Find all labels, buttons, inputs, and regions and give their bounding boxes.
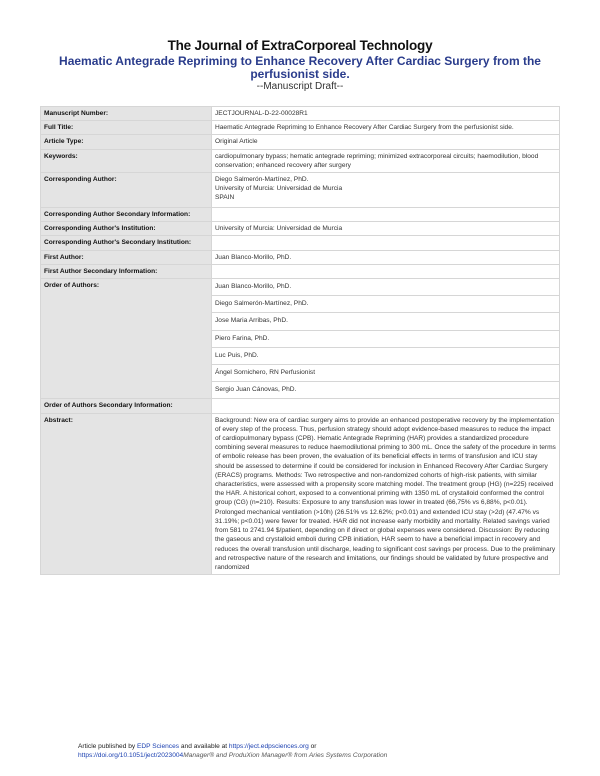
row-article-type: [41, 135, 560, 149]
value-corresponding-author: [212, 173, 560, 208]
value-corr-author-secondary: [212, 208, 560, 222]
doi-link[interactable]: https://doi.org/10.1051/ject/2023004: [78, 752, 184, 759]
label-keywords: Keywords:: [41, 149, 212, 172]
value-order-of-authors-secondary: [212, 399, 560, 413]
value-keywords: cardiopulmonary bypass; hematic antegrade repriming; minimized extracorporeal circuits; haemodilution, blood conservation; enhanced recovery after surgery: [212, 149, 560, 172]
publisher-link[interactable]: EDP Sciences: [137, 743, 180, 750]
label-manuscript-number: Manuscript Number:: [41, 107, 212, 121]
value-full-title: Haematic Antegrade Repriming to Enhance Recovery After Cardiac Surgery from the perfusionist side.: [212, 121, 560, 135]
label-corr-author-institution: Corresponding Author's Institution:: [41, 222, 212, 236]
footer-available-at: and available at: [179, 743, 229, 750]
footer-overprint: Manager® and ProduXion Manager® from Aries Systems Corporation: [183, 752, 388, 759]
label-first-author: First Author:: [41, 250, 212, 264]
value-abstract: Background: New era of cardiac surgery aims to provide an enhanced postoperative recovery by the implementation of every step of the process. Thus, perfusion strategy should adopt evidence-based measures to reduce the impact of cardiopulmonary bypass (CPB). Hematic Antegrade Repriming (HAR) provides a standardized procedure combining several measures to reduce haemodilutional priming to 300 mL. Once the safety of the procedure in terms of embolic release has been proven, the evaluation of its beneficial effects in terms of transfusion and ICU stay should be assessed to determine if could be considered for inclusion in Enhanced Recovery After Cardiac Surgery (ERACS) programs. Methods: Two retrospective and non-randomized cohorts of high-risk patients, with similar characteristics, were assessed with a propensity score matching model. The treatment group (HG) (n=225) received the HAR. A historical cohort, exposed to a conventional priming with 1350 mL of crystalloid conformed the control group (CG) (n=210). Results: Exposure to any transfusion was lower in treated (66,75% vs 6,88%, p<0.01). Prolonged mechanical ventilation (>10h) (26.51% vs 12.62%; p<0.01) and extended ICU stay (>2d) (47.47% vs 31.19%; p<0.01) were fewer for treated. HAR did not increase early morbidity and mortality. Related savings varied from 581 to 2741.94 $/patient, depending on if direct or global expenses were considered. Discussion: By reducing the gaseous and crystalloid emboli during CPB initiation, HAR seem to have a beneficial impact in recovery and reduces the overall transfusion until discharge, leading to significant cost savings per process. Due to the preliminary and retrospective nature of the research and limitations, our findings should be validated by future prospective and randomized: [212, 413, 560, 574]
author-entry: Luc Puis, PhD.: [212, 347, 560, 364]
corresponding-author-name: Diego Salmerón-Martínez, PhD.: [215, 176, 309, 184]
author-entry: Sergio Juan Cánovas, PhD.: [212, 382, 560, 399]
author-entry: Piero Farina, PhD.: [212, 330, 560, 347]
label-first-author-secondary: First Author Secondary Information:: [41, 264, 212, 278]
row-corr-author-secondary: [41, 208, 560, 222]
label-corresponding-author: Corresponding Author:: [41, 173, 212, 208]
row-keywords: [41, 149, 560, 172]
footer-published-by: Article published by: [78, 743, 138, 750]
value-first-author-secondary: [212, 264, 560, 278]
row-corresponding-author: [41, 173, 560, 208]
manuscript-metadata-table: [40, 106, 560, 575]
footer-line-1: [78, 742, 387, 751]
draft-label: --Manuscript Draft--: [256, 81, 344, 92]
footer-or: or: [308, 743, 317, 750]
page-footer: [78, 742, 387, 760]
document-header: [0, 38, 600, 92]
value-corr-author-secondary-institution: [212, 236, 560, 250]
author-entry: Jose Maria Arribas, PhD.: [212, 313, 560, 330]
corresponding-author-country: SPAIN: [215, 194, 235, 202]
journal-name: The Journal of ExtraCorporeal Technology: [167, 38, 433, 53]
label-order-of-authors: Order of Authors:: [41, 279, 212, 399]
row-order-of-authors-1: [41, 279, 560, 296]
row-full-title: [41, 121, 560, 135]
footer-line-2: [78, 751, 387, 760]
row-first-author: [41, 250, 560, 264]
row-manuscript-number: [41, 107, 560, 121]
author-entry: Ángel Sornichero, RN Perfusionist: [212, 365, 560, 382]
site-link[interactable]: https://ject.edpsciences.org: [228, 743, 309, 750]
row-abstract: [41, 413, 560, 574]
row-corr-author-secondary-institution: [41, 236, 560, 250]
label-corr-author-secondary-institution: Corresponding Author's Secondary Institution:: [41, 236, 212, 250]
author-entry: Juan Blanco-Morillo, PhD.: [212, 279, 560, 296]
value-manuscript-number: JECTJOURNAL-D-22-00028R1: [212, 107, 560, 121]
value-article-type: Original Article: [212, 135, 560, 149]
author-entry: Diego Salmerón-Martínez, PhD.: [212, 296, 560, 313]
label-corr-author-secondary: Corresponding Author Secondary Information:: [41, 208, 212, 222]
row-first-author-secondary: [41, 264, 560, 278]
label-order-of-authors-secondary: Order of Authors Secondary Information:: [41, 399, 212, 413]
corresponding-author-university: University of Murcia: Universidad de Murcia: [215, 185, 343, 193]
row-corr-author-institution: [41, 222, 560, 236]
value-first-author: Juan Blanco-Morillo, PhD.: [212, 250, 560, 264]
row-order-of-authors-secondary: [41, 399, 560, 413]
label-abstract: Abstract:: [41, 413, 212, 574]
label-article-type: Article Type:: [41, 135, 212, 149]
value-corr-author-institution: University of Murcia: Universidad de Murcia: [212, 222, 560, 236]
label-full-title: Full Title:: [41, 121, 212, 135]
article-title: Haematic Antegrade Repriming to Enhance Recovery After Cardiac Surgery from the perfusionist side.: [59, 54, 541, 81]
